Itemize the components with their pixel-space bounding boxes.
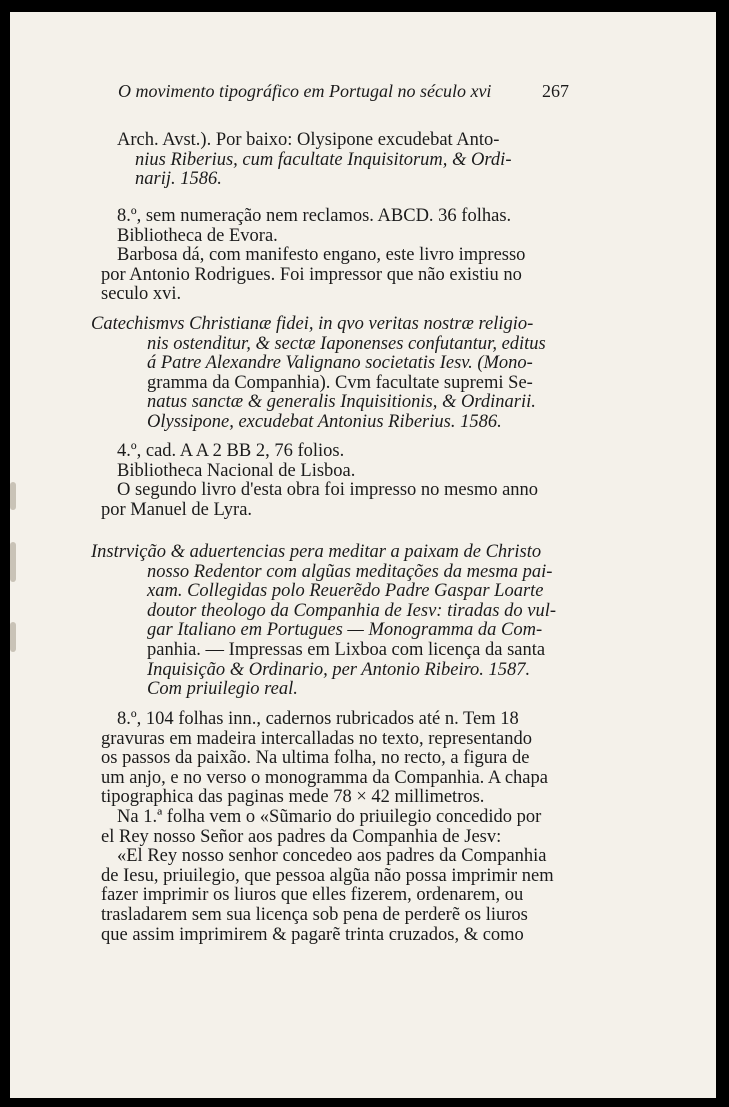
entry3-note-7: el Rey nosso Señor aos padres da Companhia de Jesv: xyxy=(101,826,502,847)
entry3-note-1: 8.º, 104 folhas inn., cadernos rubricados até n. Tem 18 xyxy=(117,709,519,729)
entry3-note-5: tipographica das paginas mede 78 × 42 millimetros. xyxy=(101,787,485,808)
entry3-note-10: fazer imprimir os liuros que elles fizerem, ordenarem, ou xyxy=(101,885,524,906)
entry3-note-11: trasladarem sem sua licença sob pena de perderẽ os liuros xyxy=(101,904,528,925)
entry3-note-2: gravuras em madeira intercalladas no texto, representando xyxy=(101,728,532,749)
entry2-note-4: por Manuel de Lyra. xyxy=(101,499,253,520)
entry1-note-2: Bibliotheca de Evora. xyxy=(117,225,278,246)
entry3-title-line-1: Instrvição & aduertencias pera meditar a paixam de Christo xyxy=(91,542,542,562)
entry3-note-8: «El Rey nosso senhor concedeo aos padres da Companhia xyxy=(117,846,547,867)
entry2-title-line-5: natus sanctæ & generalis Inquisitionis, & Ordinarii. xyxy=(147,392,536,413)
entry2-title-line-3: á Patre Alexandre Valignano societatis Iesv. (Mono- xyxy=(147,353,533,374)
edge-stain xyxy=(10,622,16,652)
entry2-title-line-4: gramma da Companhia). Cvm facultate supremi Se- xyxy=(147,372,533,393)
entry1-note-3: Barbosa dá, com manifesto engano, este livro impresso xyxy=(117,245,526,266)
entry2-note-3: O segundo livro d'esta obra foi impresso no mesmo anno xyxy=(117,480,539,501)
entry2-title-line-6: Olyssipone, excudebat Antonius Riberius. 1586. xyxy=(147,411,502,432)
entry1-note-1: 8.º, sem numeração nem reclamos. ABCD. 36 folhas. xyxy=(117,206,512,226)
entry1-note-5: seculo xvi. xyxy=(101,284,182,305)
running-title: O movimento tipográfico em Portugal no século xvi xyxy=(118,81,492,101)
entry2-note-2: Bibliotheca Nacional de Lisboa. xyxy=(117,460,356,481)
entry3-title-line-8: Com priuilegio real. xyxy=(147,679,298,700)
entry3-title-line-3: xam. Collegidas polo Reuerẽdo Padre Gaspar Loarte xyxy=(147,581,544,602)
entry3-title xyxy=(91,543,581,700)
entry1-line-1: Arch. Avst.). Por baixo: Olysipone excudebat Anto- xyxy=(117,130,500,150)
edge-stain xyxy=(10,542,16,582)
entry3-note-9: de Iesu, priuilegio, que pessoa algũa não possa imprimir nem xyxy=(101,865,554,886)
entry3-title-line-6: panhia. — Impressas em Lixboa com licença da santa xyxy=(147,639,546,660)
entry1-notes xyxy=(101,207,581,305)
entry3-note-6: Na 1.ª folha vem o «Sũmario do priuilegio concedido por xyxy=(117,806,542,827)
entry2-title xyxy=(91,315,581,433)
entry2-note-1: 4.º, cad. A A 2 BB 2, 76 folios. xyxy=(117,441,345,461)
entry3-title-line-4: doutor theologo da Companhia de Iesv: tiradas do vul- xyxy=(147,600,557,621)
entry1-line-3: narij. 1586. xyxy=(135,169,222,190)
entry1-imprint xyxy=(117,131,587,190)
entry3-notes xyxy=(101,710,583,945)
entry2-title-line-1: Catechismvs Christianæ fidei, in qvo veritas nostræ religio- xyxy=(91,314,534,334)
entry1-line-2: nius Riberius, cum facultate Inquisitorum, & Ordi- xyxy=(135,149,512,170)
entry3-note-12: que assim imprimirem & pagarẽ trinta cruzados, & como xyxy=(101,924,524,945)
entry3-title-line-5: gar Italiano em Portugues — Monogramma da Com- xyxy=(147,620,543,641)
edge-stain xyxy=(10,482,16,510)
entry2-title-line-2: nis ostenditur, & sectæ Iaponenses confutantur, editus xyxy=(147,333,546,354)
entry3-note-4: um anjo, e no verso o monogramma da Companhia. A chapa xyxy=(101,767,548,788)
entry2-notes xyxy=(101,442,581,520)
entry1-note-4: por Antonio Rodrigues. Foi impressor que não existiu no xyxy=(101,264,522,285)
book-page xyxy=(10,12,716,1098)
entry3-title-line-7: Inquisição & Ordinario, per Antonio Ribeiro. 1587. xyxy=(147,659,531,680)
entry3-note-3: os passos da paixão. Na ultima folha, no recto, a figura de xyxy=(101,748,530,769)
entry3-title-line-2: nosso Redentor com algũas meditações da mesma pai- xyxy=(147,561,553,582)
page-number: 267 xyxy=(542,81,569,101)
